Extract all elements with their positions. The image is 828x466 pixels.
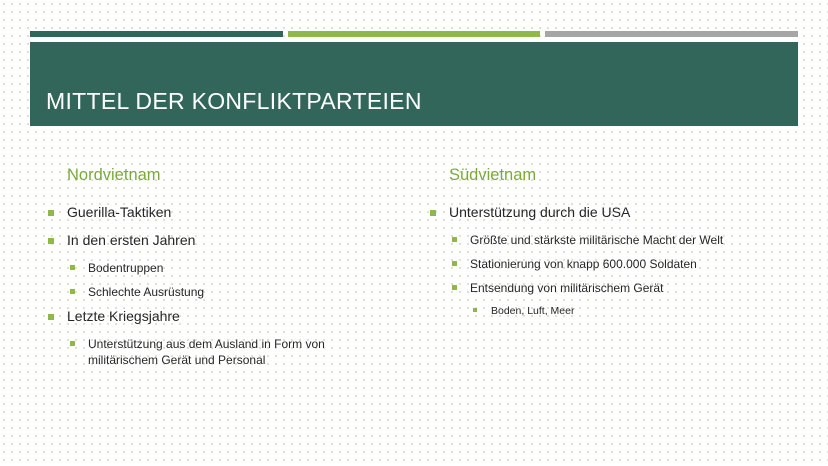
left-column [48,166,378,376]
bullet-square-icon [473,308,477,312]
list-item-text: Schlechte Ausrüstung [88,285,205,299]
list-item [48,260,378,276]
right-column [430,166,780,326]
title-bar [30,42,798,126]
list-item-text: Unterstützung durch die USA [449,204,631,220]
right-column-heading: Südvietnam [449,166,537,184]
list-item [430,280,780,296]
right-bullet-list [430,204,780,318]
left-column-heading: Nordvietnam [67,166,161,184]
list-item-text: Entsendung von militärischem Gerät [470,281,664,295]
list-item [48,204,378,221]
bullet-square-icon [452,261,457,266]
list-item [48,308,378,325]
list-item [430,256,780,272]
list-item-text: Unterstützung aus dem Ausland in Form von militärischem Gerät und Personal [88,337,325,367]
bullet-square-icon [48,210,54,216]
list-item [430,204,780,221]
accent-stripe-gray [545,31,798,37]
list-item [48,232,378,249]
bullet-square-icon [70,289,75,294]
list-item-text: In den ersten Jahren [67,232,196,248]
list-item-text: Guerilla-Taktiken [67,204,172,220]
bullet-square-icon [430,210,436,216]
bullet-square-icon [48,238,54,244]
list-item-text: Stationierung von knapp 600.000 Soldaten [470,257,697,271]
accent-stripe-light-green [288,31,540,37]
accent-stripe-dark-green [30,31,283,37]
bullet-square-icon [452,285,457,290]
list-item-text: Letzte Kriegsjahre [67,308,180,324]
list-item [48,336,378,368]
bullet-square-icon [70,341,75,346]
slide-title: MITTEL DER KONFLIKTPARTEIEN [46,88,422,114]
bullet-square-icon [452,237,457,242]
list-item-text: Bodentruppen [88,261,164,275]
left-bullet-list [48,204,378,368]
list-item [430,232,780,248]
list-item [48,284,378,300]
bullet-square-icon [48,314,54,320]
bullet-square-icon [70,265,75,270]
list-item-text: Boden, Luft, Meer [491,305,575,317]
list-item-text: Größte und stärkste militärische Macht der Welt [470,233,724,247]
list-item [430,304,780,318]
